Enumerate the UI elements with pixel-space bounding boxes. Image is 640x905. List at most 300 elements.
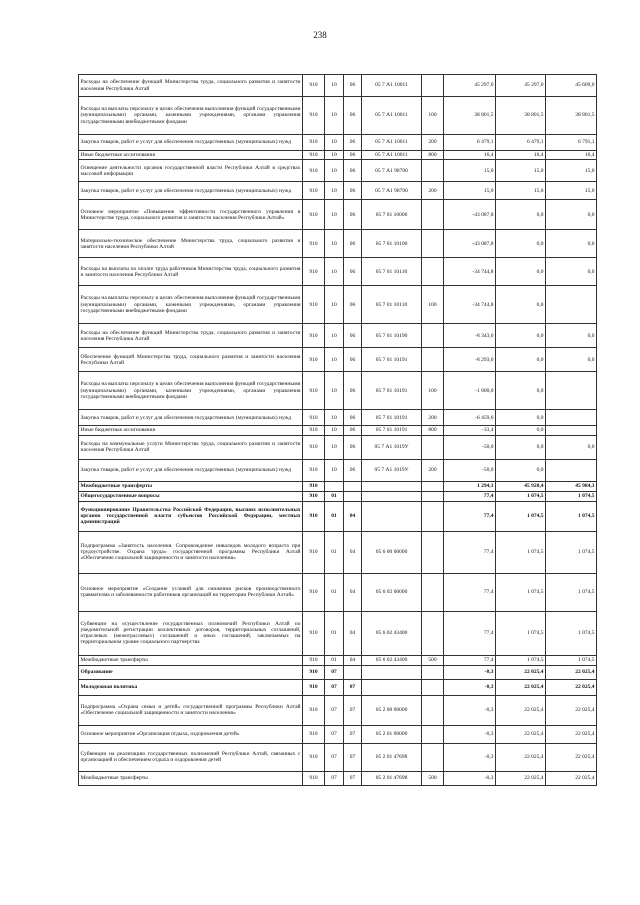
row-amount-3: 0,0 [546, 324, 597, 348]
row-admin-code: 910 [303, 182, 325, 200]
row-expense-type: 800 [422, 426, 444, 435]
table-row [79, 573, 597, 611]
row-target-article: 05 2 01 47698 [362, 743, 422, 771]
row-amount-3: 1 074,5 [546, 611, 597, 655]
row-amount-1: -0,3 [444, 695, 496, 725]
row-expense-type: 500 [422, 771, 444, 785]
row-expense-type: 800 [422, 151, 444, 160]
row-subsection: 06 [344, 258, 362, 286]
row-name: Субвенции на реализацию государственных полномочий Республики Алтай, связанных с организацией и обеспечением отдыха и оздоровления детей [79, 743, 303, 771]
row-section: 07 [325, 679, 344, 695]
row-admin-code: 910 [303, 771, 325, 785]
row-section: 01 [325, 501, 344, 531]
row-section: 10 [325, 200, 344, 230]
table-row [79, 230, 597, 258]
row-amount-1: -0,3 [444, 743, 496, 771]
row-name: Закупка товаров, работ и услуг для обеспечения государственных (муниципальных) нужд [79, 182, 303, 200]
row-amount-2: 0,0 [496, 258, 546, 286]
budget-table [78, 74, 597, 786]
row-amount-1: 15,0 [444, 160, 496, 182]
row-amount-3: 1 074,5 [546, 491, 597, 501]
row-expense-type: 100 [422, 286, 444, 324]
row-expense-type [422, 665, 444, 679]
table-row [79, 695, 597, 725]
table-row [79, 435, 597, 459]
table-row [79, 97, 597, 135]
row-subsection: 06 [344, 151, 362, 160]
row-name: Материально-техническое обеспечение Министерства труда, социального развития и занятости населения Республики Алтай [79, 230, 303, 258]
row-admin-code: 910 [303, 459, 325, 481]
row-name: Расходы на выплаты по оплате труда работников Министерства труда, социального развития и занятости населения Республики Алтай [79, 258, 303, 286]
row-expense-type [422, 501, 444, 531]
row-target-article: 05 6 02 00000 [362, 573, 422, 611]
row-subsection [344, 491, 362, 501]
row-admin-code: 910 [303, 75, 325, 97]
row-section: 10 [325, 410, 344, 426]
row-subsection: 06 [344, 348, 362, 372]
row-target-article: 05 2 01 47698 [362, 771, 422, 785]
row-section: 10 [325, 230, 344, 258]
row-name: Расходы на выплаты персоналу в целях обеспечения выполнения функций государственными (муниципальными) органами, казенными учреждениями, органами управления государственными внебюджетными фондами [79, 97, 303, 135]
row-amount-1: 38 801,5 [444, 97, 496, 135]
table-row [79, 426, 597, 435]
row-amount-3: 38 801,5 [546, 97, 597, 135]
row-admin-code: 910 [303, 324, 325, 348]
row-name: Образование [79, 665, 303, 679]
row-amount-1: 16,4 [444, 151, 496, 160]
row-admin-code: 910 [303, 372, 325, 410]
row-admin-code: 910 [303, 665, 325, 679]
row-amount-2: 15,0 [496, 182, 546, 200]
row-amount-1: -33,4 [444, 426, 496, 435]
row-target-article: 05 7 01 10100 [362, 230, 422, 258]
row-amount-1: -34 744,8 [444, 286, 496, 324]
row-amount-2: 22 025,4 [496, 743, 546, 771]
table-row [79, 75, 597, 97]
row-amount-1: -50,0 [444, 459, 496, 481]
row-section: 10 [325, 324, 344, 348]
row-subsection: 04 [344, 655, 362, 665]
row-admin-code: 910 [303, 531, 325, 573]
row-amount-2: 22 025,4 [496, 771, 546, 785]
row-target-article: 05 6 00 00000 [362, 531, 422, 573]
row-amount-3: 0,0 [546, 348, 597, 372]
row-expense-type [422, 611, 444, 655]
row-admin-code: 910 [303, 410, 325, 426]
row-section: 10 [325, 135, 344, 151]
table-row [79, 501, 597, 531]
row-amount-1: 45 297,0 [444, 75, 496, 97]
row-amount-1: 77,4 [444, 491, 496, 501]
row-expense-type [422, 531, 444, 573]
table-row [79, 771, 597, 785]
row-subsection: 06 [344, 459, 362, 481]
row-admin-code: 910 [303, 611, 325, 655]
row-subsection: 07 [344, 695, 362, 725]
row-name: Иные бюджетные ассигнования [79, 426, 303, 435]
table-row [79, 459, 597, 481]
row-subsection: 04 [344, 531, 362, 573]
row-admin-code: 910 [303, 286, 325, 324]
row-target-article [362, 665, 422, 679]
row-admin-code: 910 [303, 160, 325, 182]
row-amount-2: 0,0 [496, 372, 546, 410]
row-amount-1: -1 800,0 [444, 372, 496, 410]
row-amount-1: 77,4 [444, 573, 496, 611]
table-row [79, 531, 597, 573]
row-amount-2: 1 074,5 [496, 573, 546, 611]
row-amount-1: -0,3 [444, 665, 496, 679]
row-name: Подпрограмма «Охрана семьи и детей» государственной программы Республики Алтай «Обеспечение социальной защищенности и занятости населения» [79, 695, 303, 725]
row-amount-2: 22 025,4 [496, 695, 546, 725]
row-section: 10 [325, 286, 344, 324]
row-amount-3: 0,0 [546, 200, 597, 230]
table-row [79, 258, 597, 286]
row-expense-type [422, 324, 444, 348]
row-expense-type: 100 [422, 97, 444, 135]
row-amount-3: 16,4 [546, 151, 597, 160]
row-admin-code: 910 [303, 97, 325, 135]
row-subsection: 06 [344, 97, 362, 135]
row-expense-type [422, 679, 444, 695]
row-expense-type: 200 [422, 135, 444, 151]
row-name: Расходы на обеспечение функций Министерства труда, социального развития и занятости населения Республики Алтай [79, 324, 303, 348]
row-amount-3: 0,0 [546, 435, 597, 459]
row-subsection [344, 665, 362, 679]
row-amount-3: 22 025,4 [546, 725, 597, 743]
row-amount-3: 22 025,4 [546, 743, 597, 771]
row-target-article: 05 7 01 10000 [362, 200, 422, 230]
row-section: 07 [325, 771, 344, 785]
table-row [79, 665, 597, 679]
row-section: 01 [325, 611, 344, 655]
row-expense-type [422, 160, 444, 182]
row-section: 07 [325, 725, 344, 743]
row-subsection: 07 [344, 679, 362, 695]
row-section: 01 [325, 491, 344, 501]
row-subsection: 04 [344, 501, 362, 531]
row-amount-1: -43 087,8 [444, 230, 496, 258]
row-admin-code: 910 [303, 491, 325, 501]
row-expense-type: 500 [422, 655, 444, 665]
row-target-article [362, 481, 422, 491]
row-section: 01 [325, 655, 344, 665]
row-amount-1: 77,4 [444, 655, 496, 665]
row-amount-1: -8 293,0 [444, 348, 496, 372]
row-admin-code: 910 [303, 743, 325, 771]
row-target-article: 05 7 01 10190 [362, 324, 422, 348]
row-amount-2: 0,0 [496, 200, 546, 230]
row-subsection: 06 [344, 435, 362, 459]
row-amount-3 [546, 372, 597, 410]
row-name: Расходы на выплаты персоналу в целях обеспечения выполнения функций государственными (муниципальными) органами, казенными учреждениями, органами управления государственными внебюджетными фондами [79, 372, 303, 410]
row-amount-3: 45 984,3 [546, 481, 597, 491]
row-expense-type [422, 491, 444, 501]
row-target-article: 05 7 А1 10011 [362, 97, 422, 135]
row-name: Основное мероприятие «Организация отдыха, оздоровления детей» [79, 725, 303, 743]
row-amount-3 [546, 459, 597, 481]
table-row [79, 725, 597, 743]
row-target-article: 05 7 01 10191 [362, 410, 422, 426]
row-expense-type: 100 [422, 372, 444, 410]
row-expense-type [422, 725, 444, 743]
row-admin-code: 910 [303, 200, 325, 230]
row-expense-type [422, 230, 444, 258]
row-name: Освещение деятельности органов государственной власти Республики Алтай в средствах массовой информации [79, 160, 303, 182]
row-name: Иные бюджетные ассигнования [79, 151, 303, 160]
table-row [79, 182, 597, 200]
table-row [79, 481, 597, 491]
row-target-article: 05 7 А1 1019У [362, 435, 422, 459]
row-section: 10 [325, 160, 344, 182]
row-admin-code: 910 [303, 151, 325, 160]
row-subsection: 07 [344, 743, 362, 771]
row-target-article: 05 6 02 43400 [362, 611, 422, 655]
row-section: 10 [325, 372, 344, 410]
row-expense-type [422, 573, 444, 611]
row-amount-1: -0,3 [444, 679, 496, 695]
row-section: 10 [325, 75, 344, 97]
row-name: Межбюджетные трансферты [79, 655, 303, 665]
row-amount-3: 45 609,0 [546, 75, 597, 97]
row-amount-2: 1 074,5 [496, 531, 546, 573]
row-admin-code: 910 [303, 258, 325, 286]
row-amount-3: 0,0 [546, 230, 597, 258]
row-subsection: 06 [344, 200, 362, 230]
row-section: 10 [325, 435, 344, 459]
page-number: 238 [313, 30, 327, 40]
row-subsection: 06 [344, 160, 362, 182]
row-amount-3: 1 074,5 [546, 573, 597, 611]
row-amount-3: 22 025,4 [546, 695, 597, 725]
row-admin-code: 910 [303, 135, 325, 151]
row-amount-3: 1 074,5 [546, 655, 597, 665]
row-name: Молодежная политика [79, 679, 303, 695]
row-target-article: 05 2 00 00000 [362, 695, 422, 725]
row-admin-code: 910 [303, 348, 325, 372]
row-amount-2: 0,0 [496, 324, 546, 348]
row-amount-2: 22 025,4 [496, 679, 546, 695]
row-expense-type: 200 [422, 459, 444, 481]
table-row [79, 655, 597, 665]
row-amount-3: 22 025,4 [546, 665, 597, 679]
row-amount-1: 15,0 [444, 182, 496, 200]
row-amount-2: 0,0 [496, 426, 546, 435]
row-amount-1: -0,3 [444, 771, 496, 785]
row-section: 10 [325, 258, 344, 286]
row-name: Расходы на выплаты персоналу в целях обеспечения выполнения функций государственными (муниципальными) органами, казенными учреждениями, органами управления государственными внебюджетными фондами [79, 286, 303, 324]
row-amount-1: 6 479,1 [444, 135, 496, 151]
row-amount-2: 15,0 [496, 160, 546, 182]
row-subsection: 06 [344, 286, 362, 324]
row-amount-1: -50,0 [444, 435, 496, 459]
row-section: 10 [325, 426, 344, 435]
row-admin-code: 910 [303, 501, 325, 531]
row-amount-3 [546, 286, 597, 324]
row-amount-3: 6 791,1 [546, 135, 597, 151]
row-amount-2: 1 074,5 [496, 655, 546, 665]
row-name: Субвенции на осуществление государственных полномочий Республики Алтай по уведомительной регистрации коллективных договоров, территориальных соглашений, отраслевых (межотраслевых) соглашений и иных соглашений, заключаемых на территориальном уровне социального партнерства [79, 611, 303, 655]
row-subsection: 06 [344, 230, 362, 258]
row-name: Общегосударственные вопросы [79, 491, 303, 501]
row-section: 10 [325, 348, 344, 372]
row-subsection: 06 [344, 410, 362, 426]
row-amount-1: 77,4 [444, 501, 496, 531]
table-row [79, 200, 597, 230]
row-section: 01 [325, 531, 344, 573]
table-row [79, 135, 597, 151]
row-target-article: 05 7 01 10110 [362, 258, 422, 286]
row-name: Обеспечение функций Министерства труда, социального развития и занятости населения Республики Алтай [79, 348, 303, 372]
row-name: Функционирование Правительства Российской Федерации, высших исполнительных органов государственной власти субъектов Российской Федерации, местных администраций [79, 501, 303, 531]
row-name: Расходы на коммунальные услуги Министерства труда, социального развития и занятости населения Республики Алтай [79, 435, 303, 459]
row-amount-1: -0,3 [444, 725, 496, 743]
row-amount-3: 1 074,5 [546, 531, 597, 573]
row-subsection: 07 [344, 771, 362, 785]
row-target-article: 05 2 01 00000 [362, 725, 422, 743]
row-section: 10 [325, 97, 344, 135]
row-amount-2: 1 074,5 [496, 491, 546, 501]
row-target-article: 05 7 А1 98700 [362, 160, 422, 182]
row-name: Основное мероприятие «Создание условий для снижения рисков производственного травматизма и заболеваемости работников организаций на территории Республики Алтай» [79, 573, 303, 611]
row-section: 07 [325, 665, 344, 679]
row-amount-2: 0,0 [496, 286, 546, 324]
row-target-article: 05 7 01 10191 [362, 372, 422, 410]
row-expense-type: 200 [422, 410, 444, 426]
row-section: 10 [325, 459, 344, 481]
row-subsection: 06 [344, 135, 362, 151]
row-admin-code: 910 [303, 655, 325, 665]
row-target-article: 05 7 А1 10011 [362, 135, 422, 151]
row-target-article: 05 7 А1 10011 [362, 151, 422, 160]
row-subsection: 06 [344, 182, 362, 200]
table-row [79, 491, 597, 501]
row-target-article [362, 501, 422, 531]
row-expense-type [422, 435, 444, 459]
table-row [79, 372, 597, 410]
row-target-article: 05 7 А1 98700 [362, 182, 422, 200]
row-amount-2: 45 297,0 [496, 75, 546, 97]
row-target-article: 05 7 01 10191 [362, 426, 422, 435]
row-target-article: 05 7 01 10191 [362, 348, 422, 372]
row-amount-2: 22 025,4 [496, 665, 546, 679]
row-subsection: 06 [344, 426, 362, 435]
row-amount-1: 77,4 [444, 531, 496, 573]
row-admin-code: 910 [303, 426, 325, 435]
row-target-article: 05 6 02 43400 [362, 655, 422, 665]
row-amount-2: 38 801,5 [496, 97, 546, 135]
table-row [79, 160, 597, 182]
table-row [79, 348, 597, 372]
row-admin-code: 910 [303, 573, 325, 611]
table-row [79, 286, 597, 324]
row-amount-1: 77,4 [444, 611, 496, 655]
row-admin-code: 910 [303, 230, 325, 258]
row-admin-code: 910 [303, 695, 325, 725]
row-section: 07 [325, 743, 344, 771]
row-expense-type [422, 75, 444, 97]
table-row [79, 324, 597, 348]
row-amount-2: 6 479,1 [496, 135, 546, 151]
row-section: 07 [325, 695, 344, 725]
row-amount-2: 0,0 [496, 230, 546, 258]
row-target-article: 05 7 А1 10011 [362, 75, 422, 97]
row-amount-1: -6 459,6 [444, 410, 496, 426]
row-name: Межбюджетные трансферты [79, 771, 303, 785]
row-name: Подпрограмма «Занятость населения. Сопровождение инвалидов молодого возраста при трудоустройстве. Охрана труда» государственной программы Республики Алтай «Обеспечение социальной защищенности и занятости населения» [79, 531, 303, 573]
row-section [325, 481, 344, 491]
row-name: Расходы на обеспечение функций Министерства труда, социального развития и занятости населения Республики Алтай [79, 75, 303, 97]
row-name: Основное мероприятие «Повышение эффективности государственного управления в Министерстве труда, социального развития и занятости населения Республики Алтай» [79, 200, 303, 230]
row-admin-code: 910 [303, 725, 325, 743]
row-expense-type: 200 [422, 182, 444, 200]
table-body [79, 75, 597, 786]
row-subsection: 06 [344, 75, 362, 97]
row-admin-code: 910 [303, 435, 325, 459]
row-target-article [362, 491, 422, 501]
row-amount-3: 22 025,4 [546, 679, 597, 695]
row-subsection: 04 [344, 611, 362, 655]
row-amount-3: 22 025,4 [546, 771, 597, 785]
row-subsection: 06 [344, 324, 362, 348]
row-amount-2: 0,0 [496, 459, 546, 481]
row-amount-3 [546, 426, 597, 435]
row-section: 10 [325, 182, 344, 200]
row-subsection: 07 [344, 725, 362, 743]
row-target-article: 05 7 01 10110 [362, 286, 422, 324]
row-expense-type [422, 200, 444, 230]
row-admin-code: 910 [303, 481, 325, 491]
row-section: 10 [325, 151, 344, 160]
row-amount-2: 1 074,5 [496, 501, 546, 531]
row-amount-1: -43 087,8 [444, 200, 496, 230]
row-amount-2: 45 920,4 [496, 481, 546, 491]
row-amount-3: 1 074,5 [546, 501, 597, 531]
row-subsection: 04 [344, 573, 362, 611]
row-amount-2: 22 025,4 [496, 725, 546, 743]
row-amount-3: 15,0 [546, 182, 597, 200]
row-subsection: 06 [344, 372, 362, 410]
table-row [79, 410, 597, 426]
row-expense-type [422, 743, 444, 771]
row-name: Закупка товаров, работ и услуг для обеспечения государственных (муниципальных) нужд [79, 459, 303, 481]
row-amount-2: 0,0 [496, 348, 546, 372]
row-amount-2: 1 074,5 [496, 611, 546, 655]
table-row [79, 743, 597, 771]
row-target-article [362, 679, 422, 695]
row-amount-2: 16,4 [496, 151, 546, 160]
row-amount-2: 0,0 [496, 410, 546, 426]
row-amount-3 [546, 410, 597, 426]
row-expense-type [422, 695, 444, 725]
row-amount-1: -34 744,8 [444, 258, 496, 286]
row-expense-type [422, 258, 444, 286]
table-row [79, 679, 597, 695]
row-amount-1: 1 294,1 [444, 481, 496, 491]
row-expense-type [422, 348, 444, 372]
table-row [79, 611, 597, 655]
row-amount-2: 0,0 [496, 435, 546, 459]
row-admin-code: 910 [303, 679, 325, 695]
row-subsection [344, 481, 362, 491]
row-name: Межбюджетные трансферты [79, 481, 303, 491]
row-target-article: 05 7 А1 1019У [362, 459, 422, 481]
row-name: Закупка товаров, работ и услуг для обеспечения государственных (муниципальных) нужд [79, 135, 303, 151]
row-expense-type [422, 481, 444, 491]
row-name: Закупка товаров, работ и услуг для обеспечения государственных (муниципальных) нужд [79, 410, 303, 426]
row-amount-3: 15,0 [546, 160, 597, 182]
row-amount-1: -8 343,0 [444, 324, 496, 348]
